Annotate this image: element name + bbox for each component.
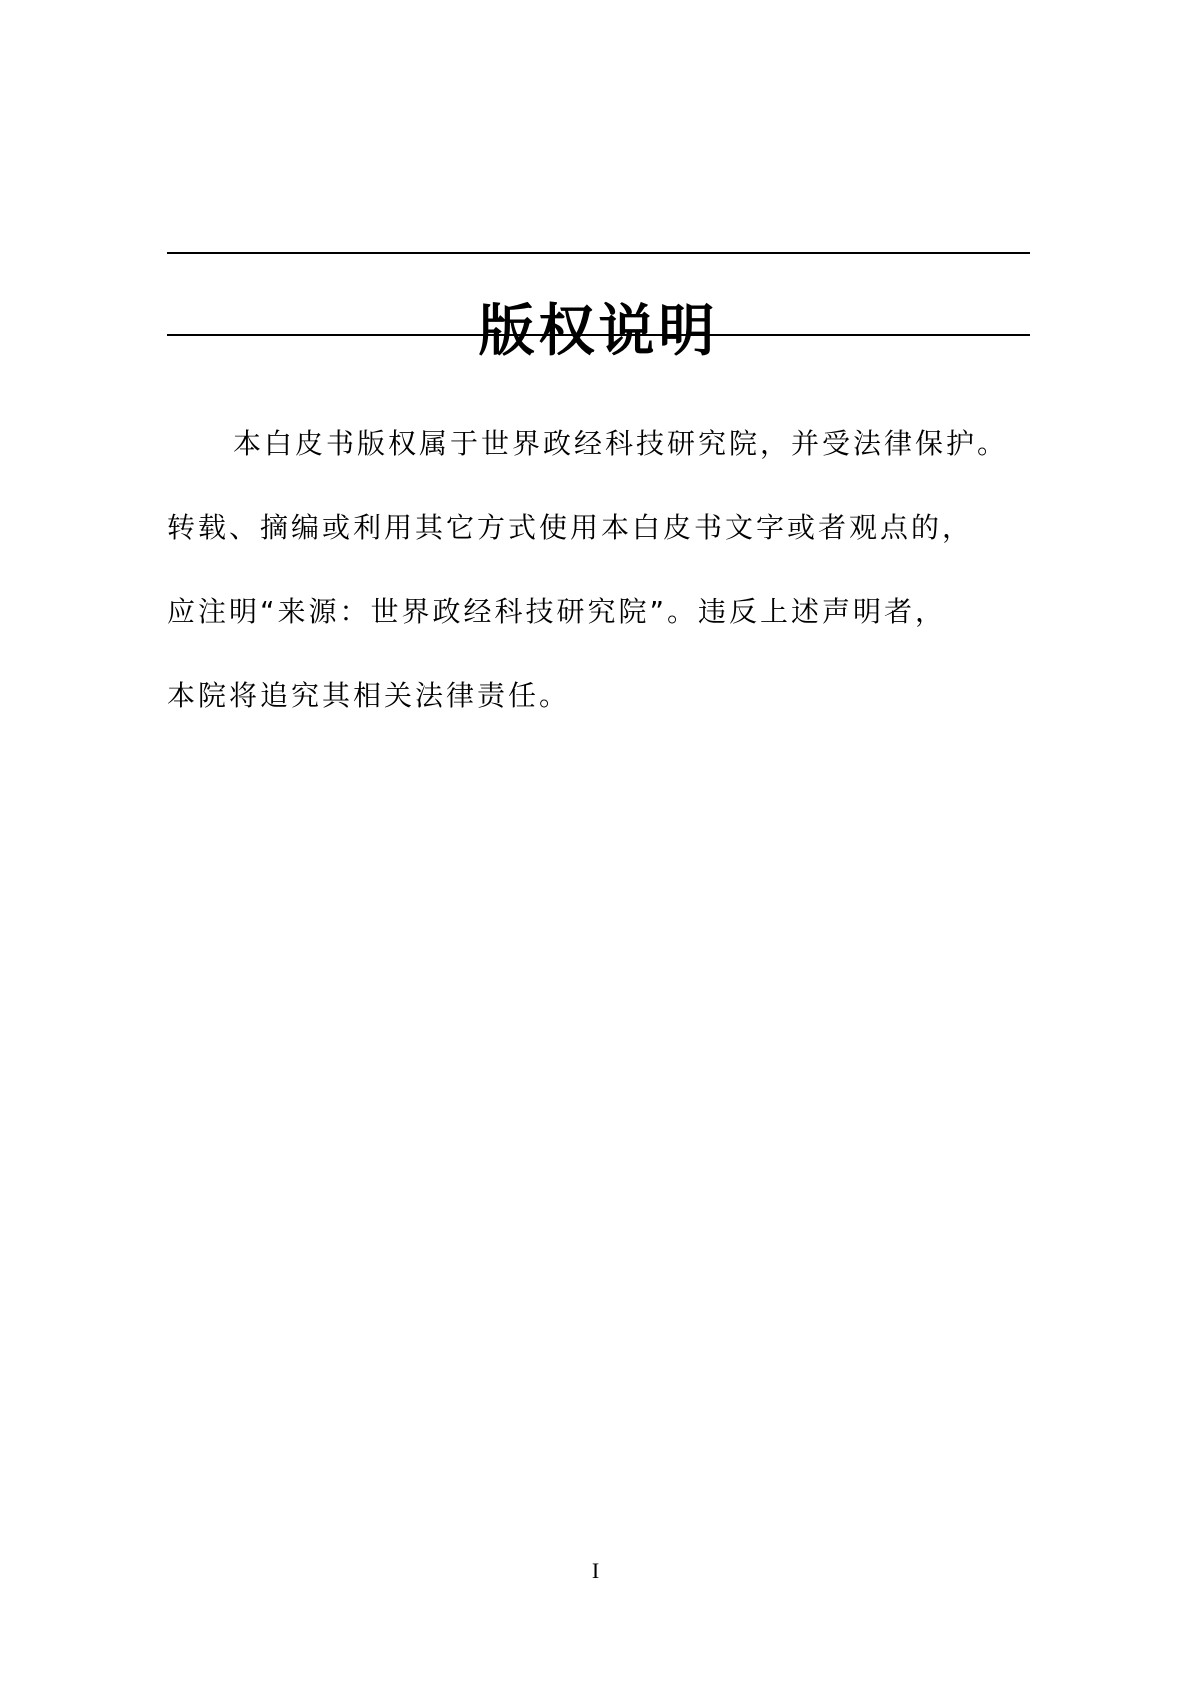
page-title: 版权说明 (478, 298, 719, 364)
paragraph-line: 本白皮书版权属于世界政经科技研究院，并受法律保护。 (233, 427, 1009, 460)
paragraph-line: 应注明“来源：世界政经科技研究院”。违反上述声明者， (167, 595, 947, 628)
paragraph-line: 本院将追究其相关法律责任。 (167, 679, 571, 712)
copyright-paragraph (167, 414, 1047, 750)
title-top-rule (167, 252, 1030, 254)
paragraph-line: 转载、摘编或利用其它方式使用本白皮书文字或者观点的， (167, 511, 974, 544)
page-number: I (591, 1558, 600, 1583)
title-bottom-rule (167, 334, 1030, 336)
